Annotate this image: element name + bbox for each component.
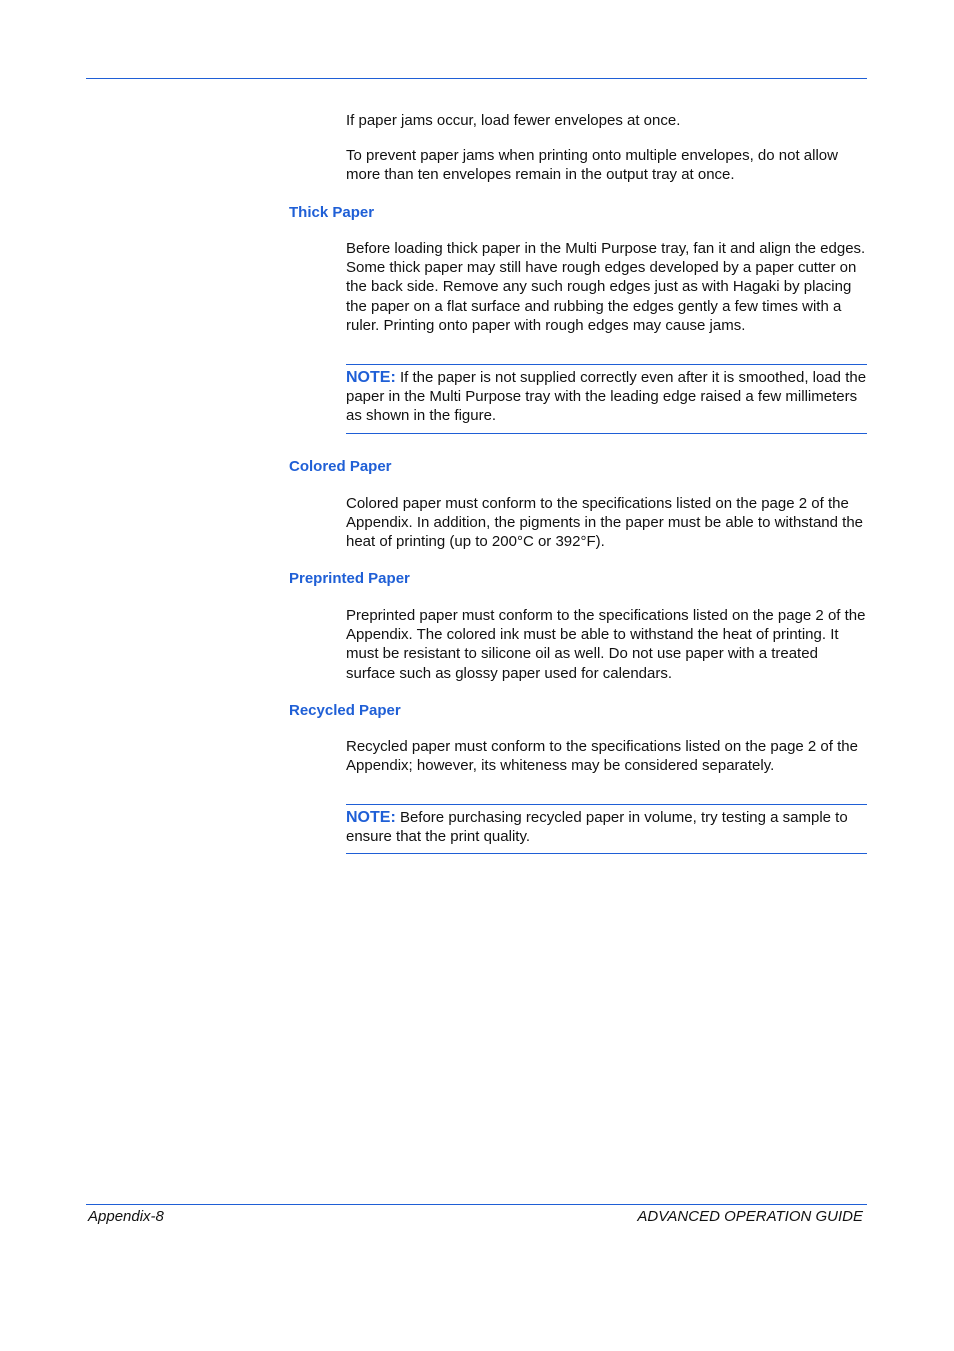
note-thick-paper [346,364,867,434]
note-text: Before purchasing recycled paper in volume, try testing a sample to ensure that the print quality. [346,809,848,846]
intro-paragraph-1: If paper jams occur, load fewer envelopes at once. [346,112,681,129]
preprinted-paper-paragraph: Preprinted paper must conform to the specifications listed on the page 2 of the Appendix. The colored ink must be able to withstand the heat of printing. It must be resistant to silicone oil as well. Do not use paper with a treated surface such as glossy paper used for calendars. [346,607,866,682]
heading-thick-paper: Thick Paper [289,204,375,221]
note-recycled-paper [346,804,867,854]
footer-rule [86,1204,867,1205]
colored-paper-paragraph: Colored paper must conform to the specifications listed on the page 2 of the Appendix. In addition, the pigments in the paper must be able to withstand the heat of printing (up to 200°C or 392°F). [346,495,864,551]
note-text: If the paper is not supplied correctly even after it is smoothed, load the paper in the Multi Purpose tray with the leading edge raised a few millimeters as shown in the figure. [346,369,867,425]
footer-guide-title: ADVANCED OPERATION GUIDE [637,1208,863,1225]
heading-recycled-paper: Recycled Paper [289,702,401,719]
footer-page-number: Appendix-8 [88,1208,164,1225]
heading-colored-paper: Colored Paper [289,458,392,475]
heading-preprinted-paper: Preprinted Paper [289,570,410,587]
recycled-paper-paragraph: Recycled paper must conform to the specifications listed on the page 2 of the Appendix; however, its whiteness may be considered separately. [346,738,858,775]
intro-paragraph-2: To prevent paper jams when printing onto multiple envelopes, do not allow more than ten envelopes remain in the output tray at once. [346,147,838,184]
header-rule [86,78,867,79]
thick-paper-paragraph: Before loading thick paper in the Multi Purpose tray, fan it and align the edges. Some thick paper may still have rough edges developed by a paper cutter on the back side. Remove any such rough edges just as with Hagaki by placing the paper on a flat surface and rubbing the edges gently a few times with a ruler. Printing onto paper with rough edges may cause jams. [346,240,866,334]
note-label: NOTE: [346,809,396,826]
note-label: NOTE: [346,369,396,386]
